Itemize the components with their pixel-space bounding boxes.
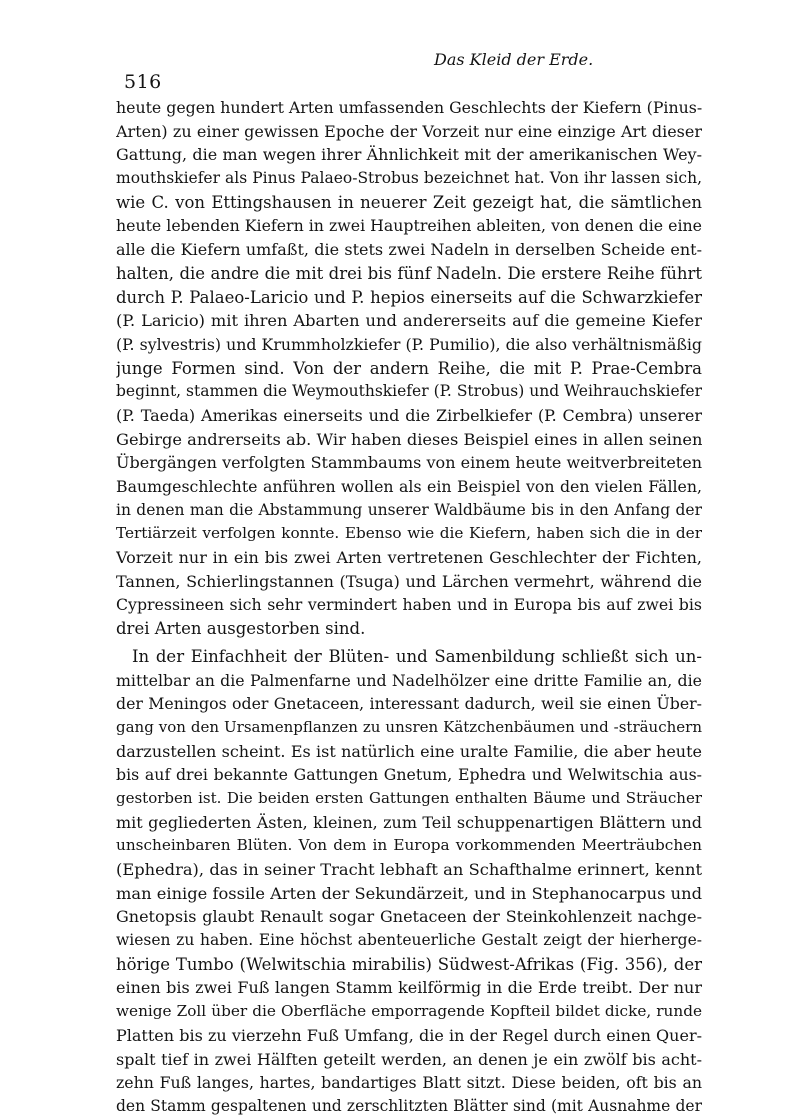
text-line: durch P. Palaeo-Laricio und P. hepios einerseits auf die Schwarzkiefer (116, 287, 702, 307)
text-line: halten, die andre die mit drei bis fünf Nadeln. Die erstere Reihe führt (116, 263, 702, 283)
text-line: Gattung, die man wegen ihrer Ähnlichkeit mit der amerikanischen Wey- (116, 145, 702, 165)
text-line: Gnetopsis glaubt Renault sogar Gnetaceen der Steinkohlenzeit nachge- (116, 907, 702, 927)
text-line: Cypressineen sich sehr vermindert haben und in Europa bis auf zwei bis (116, 595, 702, 615)
text-line: Arten) zu einer gewissen Epoche der Vorzeit nur eine einzige Art dieser (116, 121, 702, 141)
text-line: gestorben ist. Die beiden ersten Gattungen enthalten Bäume und Sträucher (116, 788, 702, 807)
text-line: gang von den Ursamenpflanzen zu unsren Kätzchenbäumen und -sträuchern (116, 717, 702, 736)
text-line: der Meningos oder Gnetaceen, interessant dadurch, weil sie einen Über- (116, 694, 702, 714)
text-line: in denen man die Abstammung unserer Waldbäume bis in den Anfang der (116, 500, 702, 519)
text-line: mittelbar an die Palmenfarne und Nadelhölzer eine dritte Familie an, die (116, 670, 702, 690)
text-line: darzustellen scheint. Es ist natürlich eine uralte Familie, die aber heute (116, 741, 702, 761)
text-line: Tertiärzeit verfolgen konnte. Ebenso wie die Kiefern, haben sich die in der (116, 524, 702, 543)
text-line: heute gegen hundert Arten umfassenden Geschlechts der Kiefern (Pinus- (116, 98, 702, 117)
text-line: mit gegliederten Ästen, kleinen, zum Teil schuppenartigen Blättern und (116, 812, 702, 832)
text-line: (Ephedra), das in seiner Tracht lebhaft an Schafthalme erinnert, kennt (116, 860, 702, 879)
text-line: zehn Fuß langes, hartes, bandartiges Blatt sitzt. Diese beiden, oft bis an (116, 1073, 702, 1093)
text-line: Baumgeschlechte anführen wollen als ein Beispiel von den vielen Fällen, (116, 477, 702, 496)
text-line: spalt tief in zwei Hälften geteilt werden, an denen je ein zwölf bis acht- (116, 1049, 702, 1069)
text-line: man einige fossile Arten der Sekundärzeit, und in Stephanocarpus und (116, 883, 702, 903)
text-line: bis auf drei bekannte Gattungen Gnetum, Ephedra und Welwitschia aus- (116, 765, 702, 785)
text-line: den Stamm gespaltenen und zerschlitzten Blätter sind (mit Ausnahme der (116, 1096, 702, 1115)
text-line: heute lebenden Kiefern in zwei Hauptreihen ableiten, von denen die eine (116, 216, 702, 236)
text-line: Vorzeit nur in ein bis zwei Arten vertretenen Geschlechter der Fichten, (116, 548, 702, 568)
body-text (116, 96, 702, 1119)
text-line: Tannen, Schierlingstannen (Tsuga) und Lärchen vermehrt, während die (116, 571, 702, 591)
text-line: alle die Kiefern umfaßt, die stets zwei Nadeln in derselben Scheide ent- (116, 240, 702, 260)
text-line: Übergängen verfolgten Stammbaums von einem heute weitverbreiteten (116, 453, 702, 473)
text-line: (P. sylvestris) und Krummholzkiefer (P. Pumilio), die also verhältnismäßig (116, 334, 702, 354)
text-line: (P. Laricio) mit ihren Abarten und andererseits auf die gemeine Kiefer (116, 311, 702, 331)
text-line: In der Einfachheit der Blüten- und Samenbildung schließt sich un- (132, 646, 702, 666)
text-line: unscheinbaren Blüten. Von dem in Europa vorkommenden Meerträubchen (116, 836, 702, 855)
running-head (104, 50, 698, 93)
text-line: wenige Zoll über die Oberfläche emporragende Kopfteil bildet dicke, runde (116, 1002, 702, 1021)
paragraph-1 (116, 96, 702, 641)
text-line: wiesen zu haben. Eine höchst abenteuerliche Gestalt zeigt der hierherge- (116, 931, 702, 950)
text-line: wie C. von Ettingshausen in neuerer Zeit gezeigt hat, die sämtlichen (116, 192, 702, 212)
text-line: junge Formen sind. Von der andern Reihe, die mit P. Prae-Cembra (116, 358, 702, 378)
text-line: einen bis zwei Fuß langen Stamm keilförmig in die Erde treibt. Der nur (116, 978, 702, 998)
paragraph-2 (116, 645, 702, 1119)
running-title: Das Kleid der Erde. (434, 50, 594, 69)
text-line: beginnt, stammen die Weymouthskiefer (P. Strobus) und Weihrauchskiefer (116, 382, 702, 401)
page-number: 516 (124, 71, 162, 93)
text-line: hörige Tumbo (Welwitschia mirabilis) Südwest-Afrikas (Fig. 356), der (116, 954, 702, 974)
text-line: Gebirge andrerseits ab. Wir haben dieses Beispiel eines in allen seinen (116, 429, 702, 449)
text-line: Platten bis zu vierzehn Fuß Umfang, die in der Regel durch einen Quer- (116, 1025, 702, 1045)
text-line: mouthskiefer als Pinus Palaeo-Strobus bezeichnet hat. Von ihr lassen sich, (116, 169, 702, 188)
text-line: (P. Taeda) Amerikas einerseits und die Zirbelkiefer (P. Cembra) unserer (116, 405, 702, 425)
text-line: drei Arten ausgestorben sind. (116, 619, 366, 639)
